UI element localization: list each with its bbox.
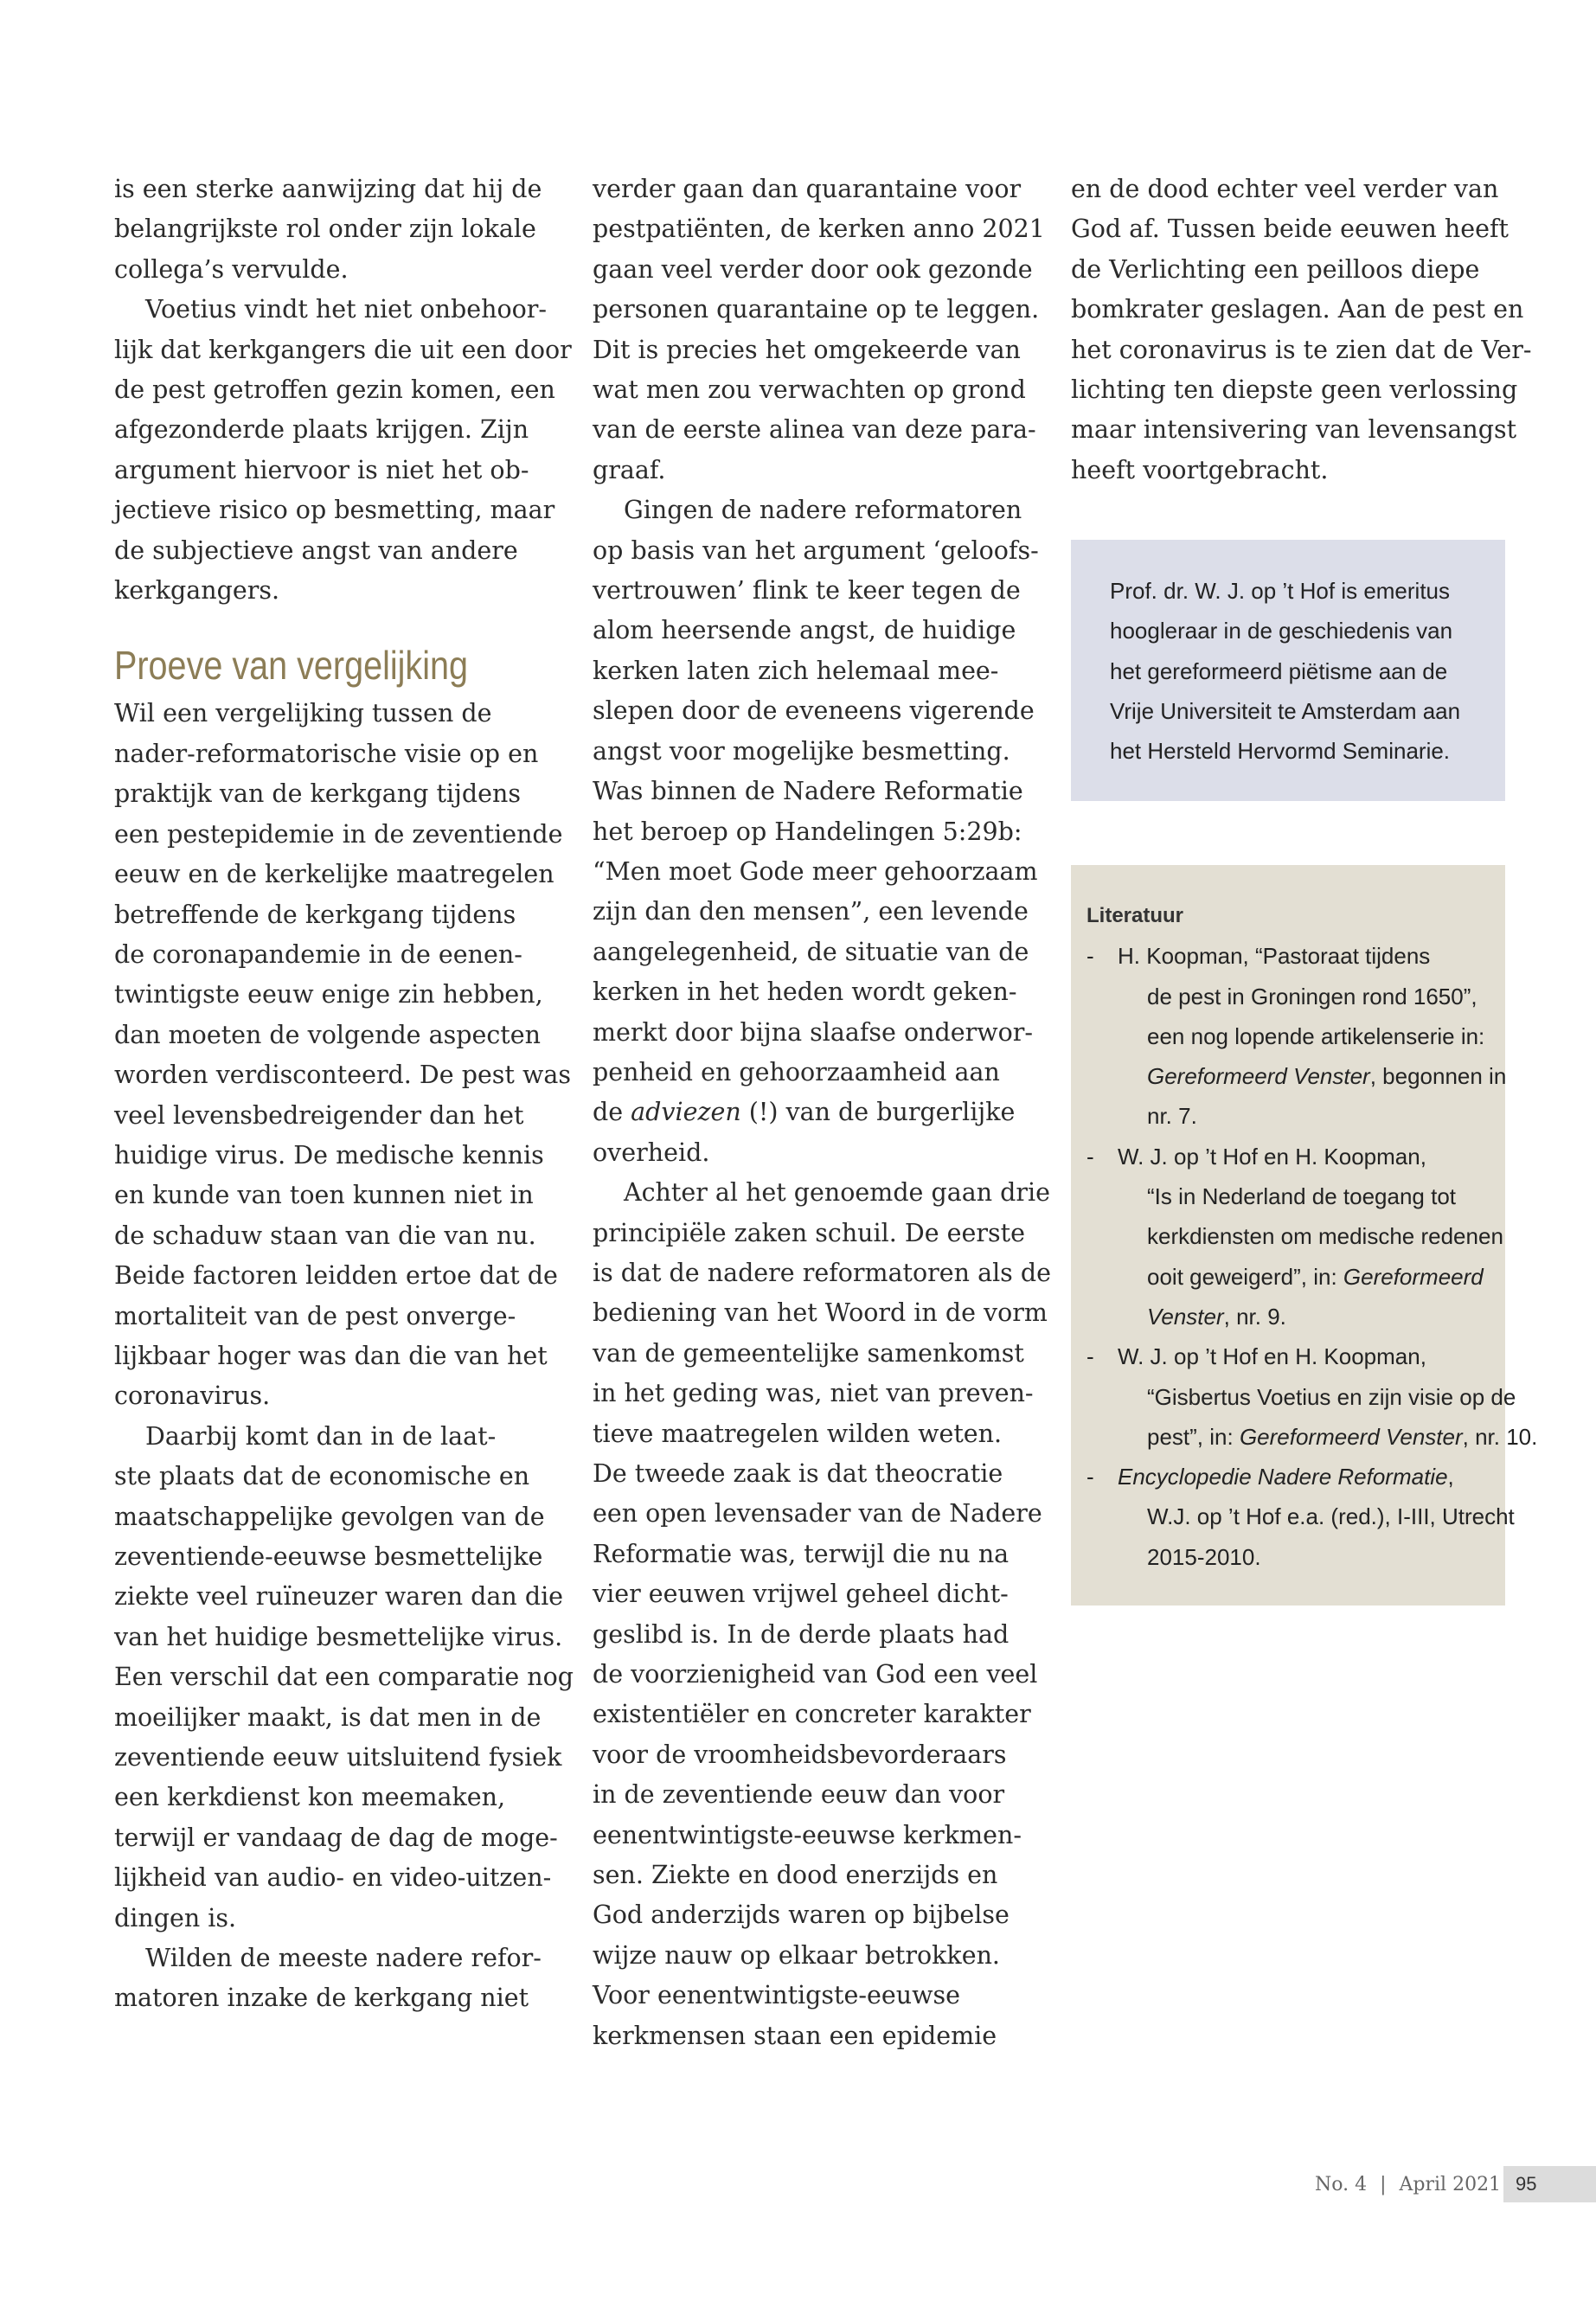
text-line: matoren inzake de kerkgang niet <box>114 1984 529 2013</box>
text-line: lijk dat kerkgangers die uit een door <box>114 335 572 364</box>
text-line: God anderzijds waren op bijbelse <box>593 1900 1010 1930</box>
text-line: Achter al het genoemde gaan drie <box>624 1178 1050 1208</box>
text-line: Reformatie was, terwijl die nu na <box>593 1539 1010 1568</box>
text-segment: , nr. 9. <box>1223 1303 1286 1330</box>
text-line: Een verschil dat een comparatie nog <box>114 1663 574 1692</box>
col2-para2 <box>593 490 1039 1173</box>
bio-line: het gereformeerd piëtisme aan de <box>1110 657 1448 684</box>
text-line: en kunde van toen kunnen niet in <box>114 1181 534 1210</box>
text-line: dingen is. <box>114 1903 237 1932</box>
column-2 <box>593 170 1051 2056</box>
text-line: lijkheid van audio- en video-uitzen- <box>114 1863 552 1893</box>
text-line: belangrijkste rol onder zijn lokale <box>114 215 536 244</box>
text-line: een pestepidemie in de zeventiende <box>114 819 563 849</box>
text-line: mortaliteit van de pest onverge- <box>114 1301 516 1330</box>
text-segment: pest”, in: <box>1147 1423 1240 1450</box>
text-line: veel levensbedreigender dan het <box>114 1100 524 1130</box>
text-line: worden verdisconteerd. De pest was <box>114 1061 571 1090</box>
literature-item <box>1086 1457 1515 1577</box>
text-line: kerkmensen staan een epidemie <box>593 2021 997 2050</box>
text-line: Gingen de nadere reformatoren <box>624 496 1022 525</box>
text-line: graaf. <box>593 455 666 484</box>
text-line: de schaduw staan van die van nu. <box>114 1221 536 1250</box>
text-line: geslibd is. In de derde plaats had <box>593 1619 1010 1649</box>
text-segment: , <box>1447 1464 1454 1490</box>
text-line: alom heersende angst, de huidige <box>593 616 1016 645</box>
literature-item <box>1086 1137 1503 1336</box>
lit-line: W.J. op ’t Hof e.a. (red.), I-III, Utrecht <box>1147 1503 1515 1530</box>
text-line: eenentwintigste-eeuwse kerkmen- <box>593 1820 1022 1849</box>
literature-box <box>1071 865 1538 1606</box>
text-line: Dit is precies het omgekeerde van <box>593 335 1021 364</box>
col2-para3 <box>593 1173 1051 2056</box>
text-line: in het geding was, niet van preven- <box>593 1379 1034 1408</box>
text-line: Daarbij komt dan in de laat- <box>145 1421 497 1451</box>
text-segment: (!) van de burgerlijke <box>740 1098 1016 1127</box>
text-line: Wilden de meeste nadere refor- <box>145 1944 542 1973</box>
text-line: vertrouwen’ flink te keer tegen de <box>593 576 1021 606</box>
text-line: Was binnen de Nadere Reformatie <box>593 777 1023 806</box>
text-line: sen. Ziekte en dood enerzijds en <box>593 1861 998 1890</box>
text-line: principiële zaken schuil. De eerste <box>593 1218 1025 1247</box>
col1-para1 <box>114 170 547 290</box>
emphasis-text: Encyclopedie Nadere Reformatie <box>1118 1464 1448 1490</box>
dash-bullet: - <box>1086 1464 1094 1490</box>
lit-line <box>1118 1457 1490 1497</box>
text-line: penheid en gehoorzaamheid aan <box>593 1057 1000 1086</box>
lit-line: W. J. op ’t Hof en H. Koopman, <box>1118 1143 1426 1170</box>
text-line: Beide factoren leidden ertoe dat de <box>114 1261 558 1291</box>
text-line: maatschappelijke gevolgen van de <box>114 1502 545 1531</box>
footer-separator: | <box>1380 2174 1387 2195</box>
text-line: het coronavirus is te zien dat de Ver- <box>1071 335 1532 364</box>
literature-item <box>1086 1336 1538 1457</box>
text-line: is dat de nadere reformatoren als de <box>593 1258 1051 1287</box>
text-line: vier eeuwen vrijwel geheel dicht- <box>593 1580 1009 1609</box>
text-segment: ooit geweigerd”, in: <box>1147 1263 1343 1290</box>
text-line: dan moeten de volgende aspecten <box>114 1020 541 1049</box>
dash-bullet: - <box>1086 1143 1094 1170</box>
text-line: verder gaan dan quarantaine voor <box>593 175 1022 203</box>
text-line: bediening van het Woord in de vorm <box>593 1298 1048 1328</box>
emphasis-text: adviezen <box>631 1098 741 1127</box>
text-line: aangelegenheid, de situatie van de <box>593 937 1029 966</box>
text-segment: , begonnen in <box>1369 1063 1507 1090</box>
issue-number: No. 4 <box>1315 2174 1368 2195</box>
text-line: slepen door de eveneens vigerende <box>593 696 1035 726</box>
text-line: ste plaats dat de economische en <box>114 1462 530 1491</box>
text-line: in de zeventiende eeuw dan voor <box>593 1780 1005 1810</box>
lit-line: “Is in Nederland de toegang tot <box>1147 1183 1457 1210</box>
lit-line: een nog lopende artikelenserie in: <box>1147 1022 1485 1049</box>
text-line: zeventiende-eeuwse besmettelijke <box>114 1542 543 1571</box>
col3-para1 <box>1071 170 1532 490</box>
text-line: voor de vroomheidsbevorderaars <box>593 1740 1007 1769</box>
text-line: Wil een vergelijking tussen de <box>114 699 492 728</box>
text-line: Voor eenentwintigste-eeuwse <box>593 1981 960 2010</box>
text-line: argument hiervoor is niet het ob- <box>114 455 529 484</box>
author-bio-box <box>1071 540 1505 801</box>
text-line: de voorzienigheid van God een veel <box>593 1660 1038 1689</box>
lit-line: nr. 7. <box>1147 1103 1197 1130</box>
text-line: coronavirus. <box>114 1381 271 1411</box>
text-line: collega’s vervulde. <box>114 254 349 284</box>
text-line: kerken laten zich helemaal mee- <box>593 656 999 685</box>
dash-bullet: - <box>1086 943 1094 970</box>
text-line: nader-reformatorische visie op en <box>114 739 539 768</box>
lit-line <box>1118 1257 1490 1297</box>
text-line: bomkrater geslagen. Aan de pest en <box>1071 295 1524 324</box>
text-line: “Men moet Gode meer gehoorzaam <box>593 856 1038 886</box>
text-line: Voetius vindt het niet onbehoor- <box>145 295 548 324</box>
text-line: moeilijker maakt, is dat men in de <box>114 1702 542 1732</box>
text-line: personen quarantaine op te leggen. <box>593 295 1040 324</box>
lit-line <box>1118 1297 1490 1336</box>
text-line: De tweede zaak is dat theocratie <box>593 1459 1003 1488</box>
col1-para2 <box>114 290 572 611</box>
emphasis-text: Gereformeerd Venster <box>1147 1063 1370 1090</box>
emphasis-text: Gereformeerd Venster <box>1239 1423 1463 1450</box>
text-line: tieve maatregelen wilden weten. <box>593 1419 1003 1448</box>
text-line: het beroep op Handelingen 5:29b: <box>593 817 1022 846</box>
lit-line: de pest in Groningen rond 1650”, <box>1147 983 1477 1009</box>
page-footer <box>1315 2168 1501 2202</box>
col2-para1 <box>593 170 1045 490</box>
text-line: een kerkdienst kon meemaken, <box>114 1783 506 1812</box>
lit-line <box>1118 1056 1507 1096</box>
text-line: van de eerste alinea van deze para- <box>593 415 1036 445</box>
text-line: lijkbaar hoger was dan die van het <box>114 1341 548 1370</box>
text-line: zeventiende eeuw uitsluitend fysiek <box>114 1743 562 1772</box>
text-line: een open levensader van de Nadere <box>593 1499 1042 1529</box>
text-line: overheid. <box>593 1138 710 1167</box>
text-line: kerken in het heden wordt geken- <box>593 977 1017 1007</box>
bio-line: hoogleraar in de geschiedenis van <box>1110 618 1453 644</box>
text-line: pestpatiënten, de kerken anno 2021 <box>593 215 1045 244</box>
lit-line <box>1118 1417 1538 1457</box>
text-line: de subjectieve angst van andere <box>114 535 518 565</box>
page-number: 95 <box>1503 2166 1596 2202</box>
lit-line: “Gisbertus Voetius en zijn visie op de <box>1147 1383 1516 1410</box>
text-line: ziekte veel ruïneuzer waren dan die <box>114 1582 564 1612</box>
text-line: van het huidige besmettelijke virus. <box>114 1622 563 1651</box>
dash-bullet: - <box>1086 1343 1094 1370</box>
text-line: God af. Tussen beide eeuwen heeft <box>1071 215 1509 244</box>
text-line: jectieve risico op besmetting, maar <box>114 496 555 525</box>
col1-para5 <box>114 1939 547 2019</box>
text-line: existentiëler en concreter karakter <box>593 1700 1031 1729</box>
section-heading: Proeve van vergelijking <box>114 643 469 689</box>
text-line: op basis van het argument ‘geloofs- <box>593 535 1039 565</box>
text-line: merkt door bijna slaafse onderwor- <box>593 1017 1034 1047</box>
text-line: wijze nauw op elkaar betrokken. <box>593 1940 1000 1970</box>
text-line: lichting ten diepste geen verlossing <box>1071 375 1518 405</box>
lit-line: H. Koopman, “Pastoraat tijdens <box>1118 943 1431 970</box>
issue-date: April 2021 <box>1399 2174 1502 2195</box>
text-line: zijn dan den mensen”, een levende <box>593 897 1029 926</box>
text-line: terwijl er vandaag de dag de moge- <box>114 1823 558 1852</box>
bio-line: Vrije Universiteit te Amsterdam aan <box>1110 697 1461 724</box>
text-line: van de gemeentelijke samenkomst <box>593 1338 1024 1368</box>
text-line: en de dood echter veel verder van <box>1071 175 1499 203</box>
bio-line: het Hersteld Hervormd Seminarie. <box>1110 738 1451 765</box>
text-line: praktijk van de kerkgang tijdens <box>114 779 521 809</box>
col1-para4 <box>114 1417 574 1939</box>
text-line: is een sterke aanwijzing dat hij de <box>114 175 542 203</box>
text-line: maar intensivering van levensangst <box>1071 415 1517 445</box>
text-line: de coronapandemie in de eenen- <box>114 939 522 969</box>
text-line: angst voor mogelijke besmetting. <box>593 736 1010 766</box>
emphasis-text: Venster <box>1147 1303 1224 1330</box>
text-segment: de <box>593 1098 631 1127</box>
text-line <box>593 1093 1034 1132</box>
text-line: kerkgangers. <box>114 576 280 606</box>
text-line: de pest getroffen gezin komen, een <box>114 375 555 405</box>
text-segment: , nr. 10. <box>1462 1423 1538 1450</box>
text-line: betreffende de kerkgang tijdens <box>114 900 516 929</box>
lit-line: kerkdiensten om medische redenen <box>1147 1223 1503 1250</box>
text-line: afgezonderde plaats krijgen. Zijn <box>114 415 529 445</box>
text-line: wat men zou verwachten op grond <box>593 375 1026 405</box>
col1-para3 <box>114 694 571 1416</box>
text-line: heeft voortgebracht. <box>1071 455 1329 484</box>
literature-item <box>1086 936 1507 1136</box>
lit-line: 2015-2010. <box>1147 1543 1261 1570</box>
column-3 <box>1071 170 1532 490</box>
emphasis-text: Gereformeerd <box>1343 1263 1484 1290</box>
text-line: eeuw en de kerkelijke maatregelen <box>114 860 554 889</box>
column-1 <box>114 170 574 2019</box>
lit-line: W. J. op ’t Hof en H. Koopman, <box>1118 1343 1426 1370</box>
bio-line: Prof. dr. W. J. op ’t Hof is emeritus <box>1110 578 1451 604</box>
text-line: huidige virus. De medische kennis <box>114 1140 544 1170</box>
text-line: gaan veel verder door ook gezonde <box>593 254 1033 284</box>
literature-title: Literatuur <box>1086 904 1184 927</box>
text-line: twintigste eeuw enige zin hebben, <box>114 980 543 1009</box>
text-line: de Verlichting een peilloos diepe <box>1071 254 1480 284</box>
